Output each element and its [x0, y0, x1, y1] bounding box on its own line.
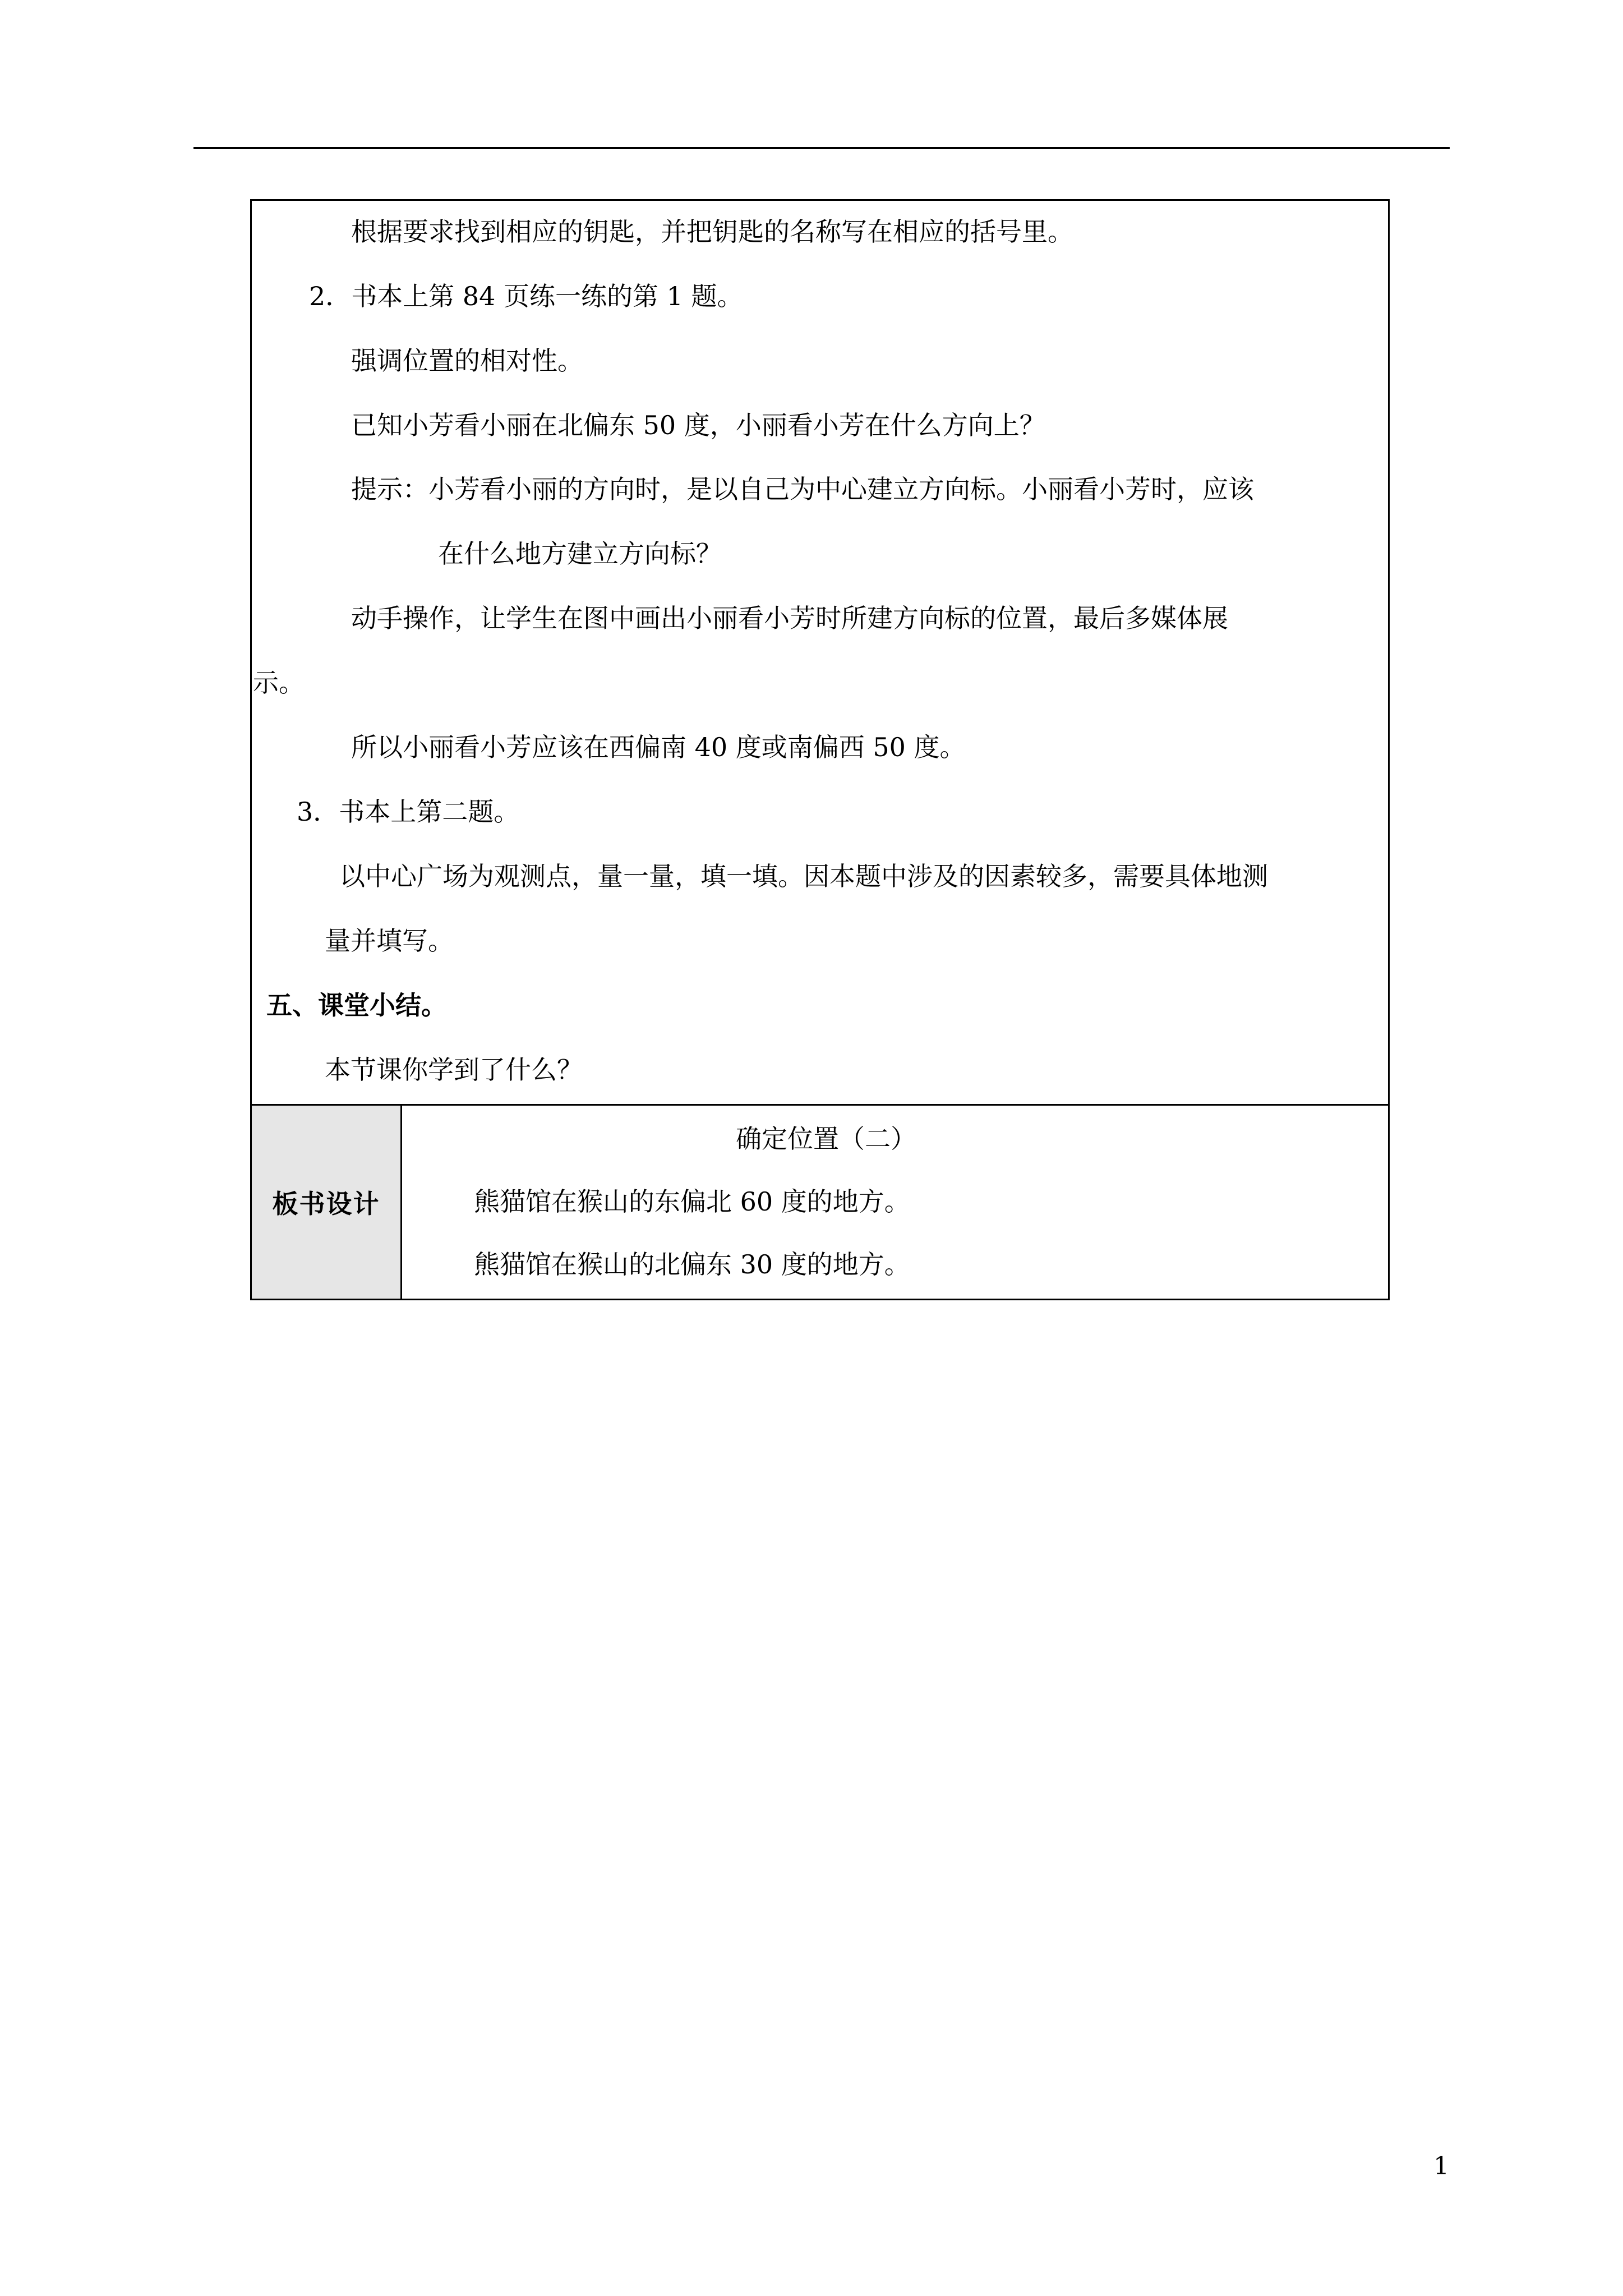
board-design-label: 板书设计 — [252, 1106, 402, 1299]
paragraph-emphasis: 强调位置的相对性。 — [351, 346, 583, 376]
summary-question: 本节课你学到了什么？ — [325, 1055, 583, 1085]
paragraph-find-keys: 根据要求找到相应的钥匙，并把钥匙的名称写在相应的括号里。 — [351, 217, 1073, 247]
operate-line-2: 示。 — [253, 668, 305, 698]
board-title: 确定位置（二） — [736, 1124, 916, 1154]
lesson-content-cell — [250, 199, 1390, 1104]
page-number: 1 — [1433, 2152, 1449, 2180]
board-design-row — [250, 1104, 1390, 1300]
square-line-1: 以中心广场为观测点，量一量，填一填。因本题中涉及的因素较多，需要具体地测 — [339, 861, 1268, 891]
operate-line-1: 动手操作，让学生在图中画出小丽看小芳时所建方向标的位置，最后多媒体展 — [351, 603, 1228, 633]
board-line-1: 熊猫馆在猴山的东偏北 60 度的地方。 — [474, 1186, 910, 1217]
board-line-2: 熊猫馆在猴山的北偏东 30 度的地方。 — [474, 1249, 910, 1280]
hint-line-1: 提示：小芳看小丽的方向时，是以自己为中心建立方向标。小丽看小芳时，应该 — [351, 474, 1254, 504]
section-heading-summary: 五、课堂小结。 — [266, 990, 447, 1020]
paragraph-answer: 所以小丽看小芳应该在西偏南 40 度或南偏西 50 度。 — [351, 732, 966, 762]
hint-line-2: 在什么地方建立方向标？ — [438, 539, 722, 569]
board-design-content — [402, 1106, 1388, 1299]
exercise-item-3: 3．书本上第二题。 — [297, 797, 520, 827]
square-line-2: 量并填写。 — [325, 926, 454, 956]
paragraph-question: 已知小芳看小丽在北偏东 50 度，小丽看小芳在什么方向上？ — [351, 410, 1045, 440]
header-rule — [193, 147, 1450, 149]
exercise-item-2: 2．书本上第 84 页练一练的第 1 题。 — [309, 281, 743, 311]
